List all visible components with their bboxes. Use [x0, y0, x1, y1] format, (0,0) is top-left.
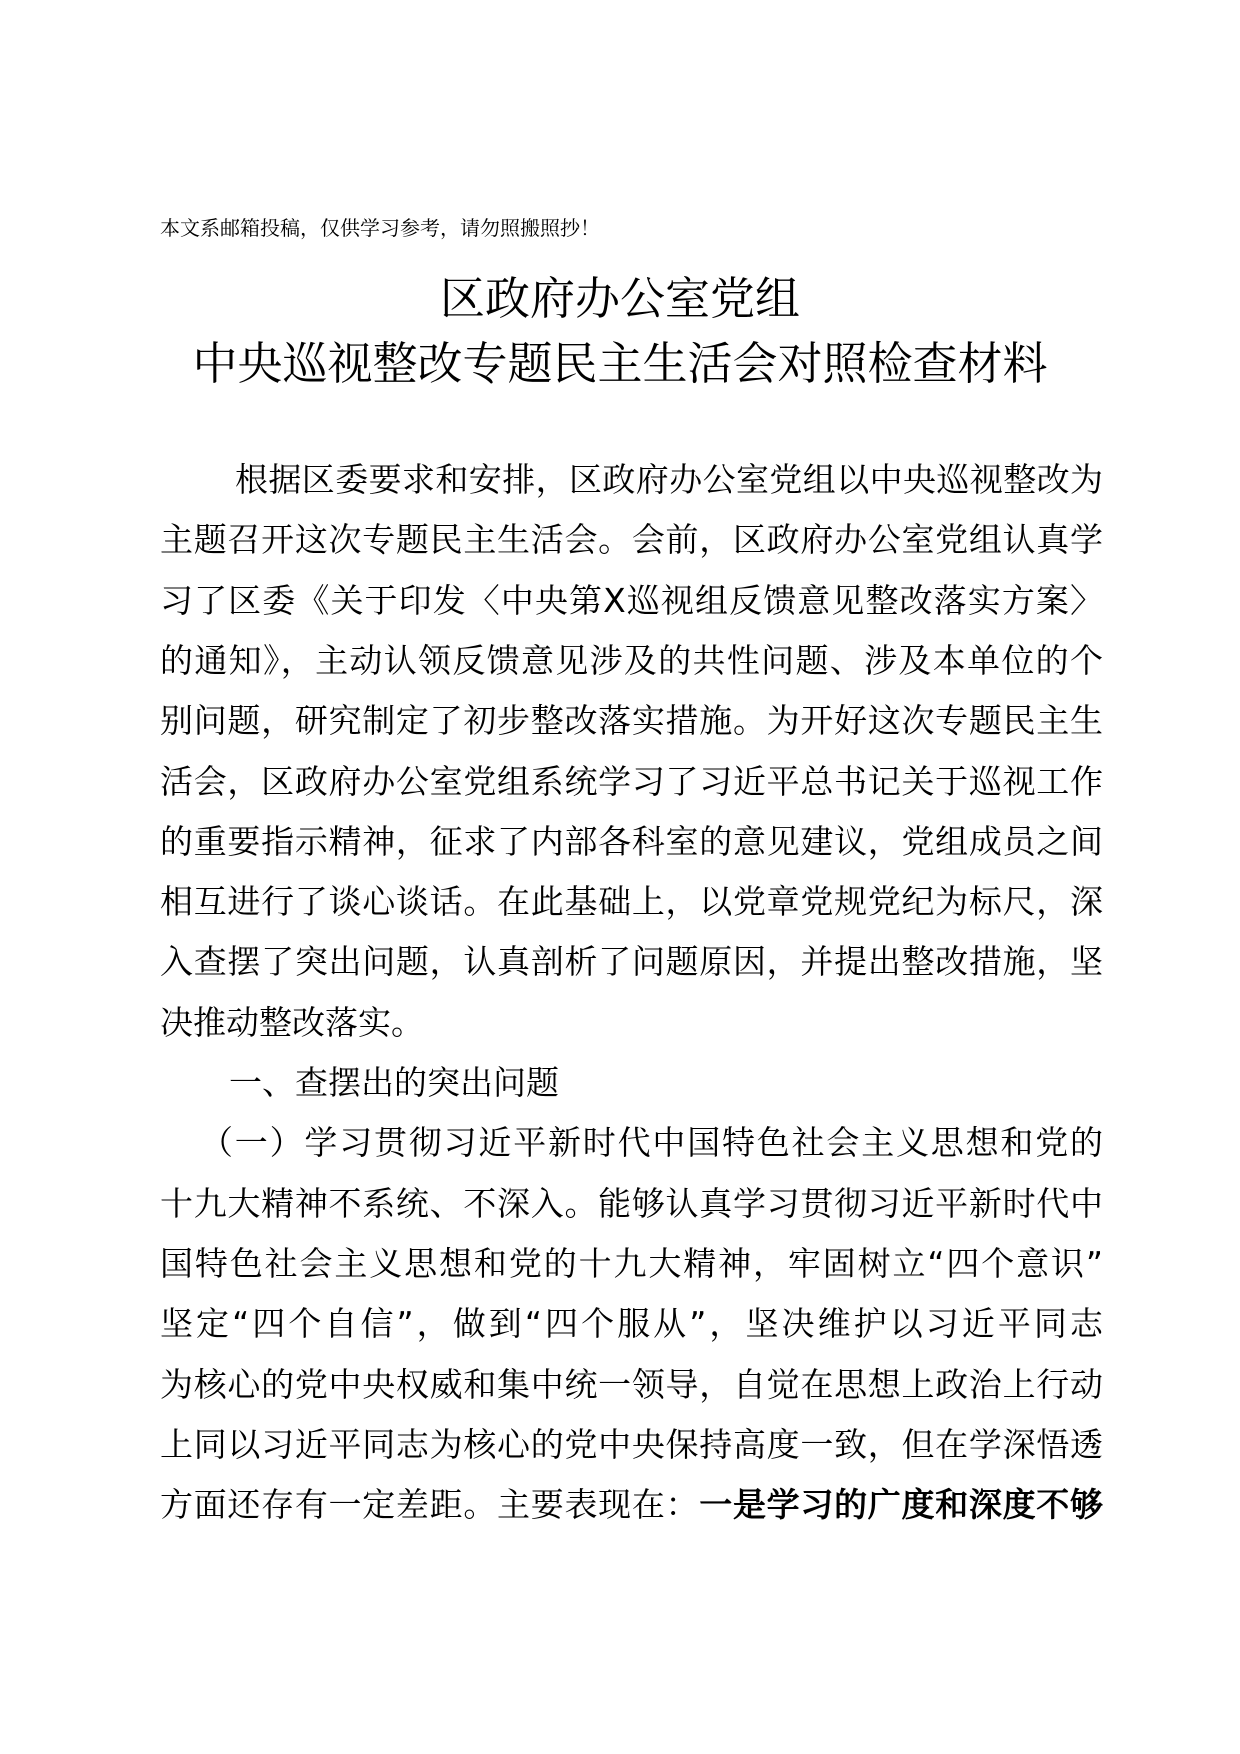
paragraph-line: 为核心的党中央权威和集中统一领导，自觉在思想上政治上行动 [160, 1364, 1103, 1404]
paragraph-line: 的通知》，主动认领反馈意见涉及的共性问题、涉及本单位的个 [160, 640, 1103, 680]
paragraph-line: 入查摆了突出问题，认真剖析了问题原因，并提出整改措施，坚 [160, 942, 1103, 982]
paragraph-line: 习了区委《关于印发〈中央第X巡视组反馈意见整改落实方案〉 [160, 580, 1103, 620]
paragraph-line: （一）学习贯彻习近平新时代中国特色社会主义思想和党的 [200, 1123, 1103, 1163]
doc-title-line-2: 中央巡视整改专题民主生活会对照检查材料 [192, 337, 1048, 390]
disclaimer-note: 本文系邮箱投稿，仅供学习参考，请勿照搬照抄！ [160, 216, 600, 240]
paragraph-line: 主题召开这次专题民主生活会。会前，区政府办公室党组认真学 [160, 520, 1103, 560]
doc-title-line-1: 区政府办公室党组 [439, 272, 800, 325]
text-run: 方面还存有一定差距。主要表现在： [160, 1485, 700, 1525]
paragraph-line: 上同以习近平同志为核心的党中央保持高度一致，但在学深悟透 [160, 1424, 1103, 1464]
paragraph-line: 别问题，研究制定了初步整改落实措施。为开好这次专题民主生 [160, 701, 1103, 741]
paragraph-line: 的重要指示精神，征求了内部各科室的意见建议，党组成员之间 [160, 821, 1103, 861]
paragraph-line: 相互进行了谈心谈话。在此基础上，以党章党规党纪为标尺，深 [160, 882, 1103, 922]
section-heading: 一、查摆出的突出问题 [229, 1063, 559, 1102]
paragraph-line: 活会，区政府办公室党组系统学习了习近平总书记关于巡视工作 [160, 761, 1103, 801]
paragraph-line: 国特色社会主义思想和党的十九大精神，牢固树立“四个意识” [160, 1243, 1103, 1283]
paragraph-line: 根据区委要求和安排，区政府办公室党组以中央巡视整改为 [235, 460, 1103, 499]
paragraph-line: 十九大精神不系统、不深入。能够认真学习贯彻习近平新时代中 [160, 1183, 1103, 1223]
bold-text-run: 一是学习的广度和深度不够 [699, 1485, 1104, 1525]
paragraph-line: 决推动整改落实。 [160, 1002, 424, 1042]
paragraph-line [160, 1475, 1103, 1535]
paragraph-line: 坚定“四个自信”，做到“四个服从”，坚决维护以习近平同志 [160, 1304, 1103, 1344]
